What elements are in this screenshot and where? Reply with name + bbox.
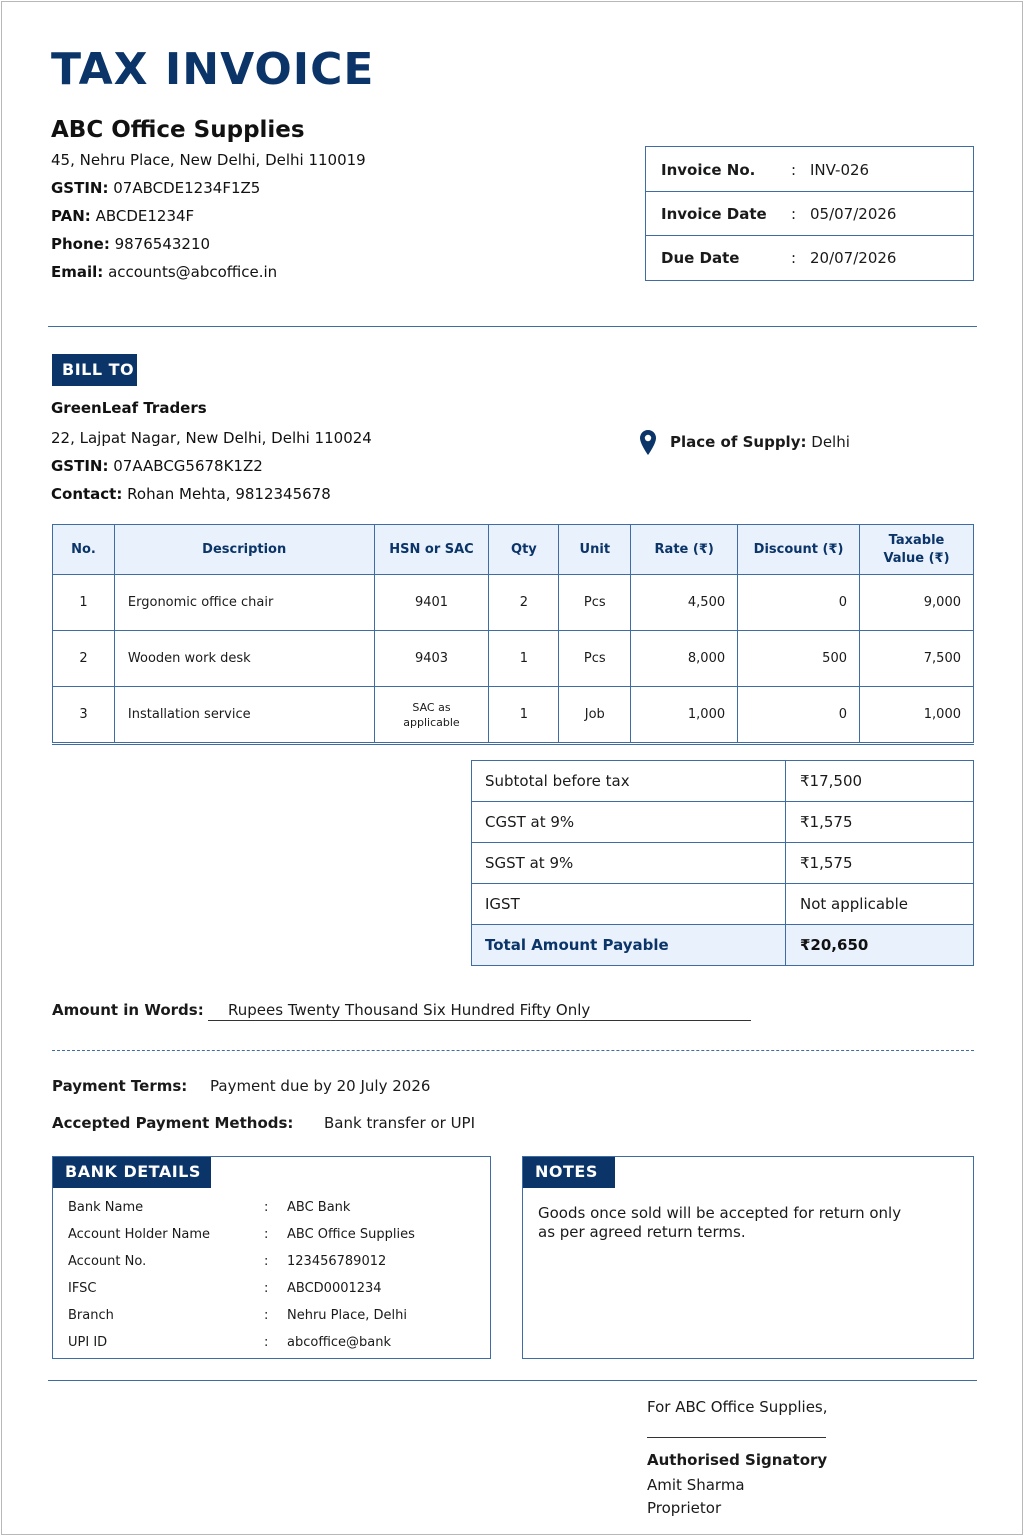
bank-row-colon: : [264,1227,269,1242]
bank-row-value: 123456789012 [287,1254,387,1269]
notes-box [522,1156,974,1359]
cgst-value: ₹1,575 [786,802,974,843]
footer-divider [48,1380,977,1381]
buyer-name: GreenLeaf Traders [51,399,207,417]
seller-address: 45, Nehru Place, New Delhi, Delhi 110019 [51,151,366,169]
buyer-contact [51,485,331,503]
seller-pan-value: ABCDE1234F [95,207,195,225]
seller-gstin-value: 07ABCDE1234F1Z5 [113,179,261,197]
grand-total-value: ₹20,650 [786,925,974,966]
invoice-date-value: 05/07/2026 [810,205,897,223]
grand-total-label: Total Amount Payable [472,925,786,966]
table-bottom-rule [52,744,974,745]
seller-name: ABC Office Supplies [51,117,305,143]
col-header-no: No. [53,525,115,575]
bank-row-value: ABC Bank [287,1200,351,1215]
cell-rate: 1,000 [631,687,738,743]
meta-colon: : [791,205,797,223]
col-header-taxable: Taxable Value (₹) [860,525,974,575]
col-header-discount: Discount (₹) [738,525,860,575]
igst-value: Not applicable [786,884,974,925]
cell-qty: 1 [489,631,559,687]
due-date-row [646,235,973,279]
table-row [53,575,974,631]
place-of-supply-label: Place of Supply: [670,433,807,451]
seller-phone-label: Phone: [51,235,110,253]
notes-heading: NOTES [523,1157,615,1188]
cell-description: Installation service [114,687,374,743]
items-table [52,524,974,743]
bank-row-colon: : [264,1308,269,1323]
bank-row-colon: : [264,1200,269,1215]
bank-row-label: Branch [68,1308,114,1323]
dashed-divider [52,1050,974,1051]
signature-for-line: For ABC Office Supplies, [647,1398,828,1416]
payment-terms-label: Payment Terms: [52,1077,188,1095]
igst-label: IGST [472,884,786,925]
invoice-number-label: Invoice No. [661,161,756,179]
table-header-row [53,525,974,575]
meta-colon: : [791,249,797,267]
cell-hsn: 9401 [374,575,489,631]
buyer-contact-value: Rohan Mehta, 9812345678 [127,485,331,503]
seller-gstin-label: GSTIN: [51,179,109,197]
buyer-gstin [51,457,263,475]
signature-line [647,1437,826,1438]
due-date-label: Due Date [661,249,740,267]
cell-discount: 0 [738,575,860,631]
bank-details-heading: BANK DETAILS [53,1157,211,1188]
meta-colon: : [791,161,797,179]
signatory-label: Authorised Signatory [647,1451,828,1469]
col-header-qty: Qty [489,525,559,575]
bill-to-heading: BILL TO [52,354,137,386]
cell-taxable: 1,000 [860,687,974,743]
totals-table [471,760,974,966]
bank-row-label: IFSC [68,1281,97,1296]
signatory-name: Amit Sharma [647,1476,745,1494]
bank-row-value: abcoffice@bank [287,1335,392,1350]
seller-phone [51,235,210,253]
invoice-meta-box [645,146,974,281]
seller-gstin [51,179,260,197]
buyer-gstin-label: GSTIN: [51,457,109,475]
totals-row [472,761,974,802]
place-of-supply-value: Delhi [811,433,850,451]
cell-no: 1 [53,575,115,631]
section-divider [48,326,977,327]
bank-row-colon: : [264,1335,269,1350]
totals-row [472,884,974,925]
bank-row-value: ABC Office Supplies [287,1227,415,1242]
bank-row-value: Nehru Place, Delhi [287,1308,407,1323]
cell-unit: Job [559,687,631,743]
cgst-label: CGST at 9% [472,802,786,843]
cell-rate: 4,500 [631,575,738,631]
table-row [53,687,974,743]
seller-phone-value: 9876543210 [114,235,211,253]
place-of-supply [670,433,850,451]
seller-pan-label: PAN: [51,207,91,225]
col-header-description: Description [114,525,374,575]
cell-hsn: SAC as applicable [374,687,489,743]
col-header-rate: Rate (₹) [631,525,738,575]
cell-discount: 500 [738,631,860,687]
due-date-value: 20/07/2026 [810,249,897,267]
cell-qty: 1 [489,687,559,743]
subtotal-label: Subtotal before tax [472,761,786,802]
cell-unit: Pcs [559,631,631,687]
bank-row-label: Account No. [68,1254,147,1269]
col-header-hsn: HSN or SAC [374,525,489,575]
invoice-number-row [646,147,973,191]
payment-methods-value: Bank transfer or UPI [324,1114,476,1132]
cell-no: 3 [53,687,115,743]
col-header-unit: Unit [559,525,631,575]
invoice-date-label: Invoice Date [661,205,767,223]
bank-row-label: UPI ID [68,1335,108,1350]
cell-description: Ergonomic office chair [114,575,374,631]
bank-row-colon: : [264,1254,269,1269]
cell-discount: 0 [738,687,860,743]
sgst-label: SGST at 9% [472,843,786,884]
payment-methods-label: Accepted Payment Methods: [52,1114,294,1132]
buyer-address: 22, Lajpat Nagar, New Delhi, Delhi 110024 [51,429,372,447]
bank-row-value: ABCD0001234 [287,1281,382,1296]
invoice-date-row [646,191,973,235]
cell-no: 2 [53,631,115,687]
cell-unit: Pcs [559,575,631,631]
totals-row [472,843,974,884]
notes-line-1: Goods once sold will be accepted for return only [538,1204,902,1222]
bank-row-colon: : [264,1281,269,1296]
invoice-number-value: INV-026 [810,161,870,179]
seller-email-value: accounts@abcoffice.in [108,263,278,281]
totals-row [472,802,974,843]
cell-taxable: 7,500 [860,631,974,687]
signatory-designation: Proprietor [647,1499,722,1517]
subtotal-value: ₹17,500 [786,761,974,802]
bank-details-box [52,1156,491,1359]
document-title: TAX INVOICE [51,44,375,95]
seller-email [51,263,277,281]
seller-email-label: Email: [51,263,104,281]
sgst-value: ₹1,575 [786,843,974,884]
cell-rate: 8,000 [631,631,738,687]
bank-row-label: Account Holder Name [68,1227,211,1242]
amount-in-words-value: Rupees Twenty Thousand Six Hundred Fifty Only [228,1001,591,1019]
cell-hsn: 9403 [374,631,489,687]
table-row [53,631,974,687]
payment-terms-value: Payment due by 20 July 2026 [210,1077,431,1095]
amount-underline [208,1020,751,1021]
buyer-contact-label: Contact: [51,485,123,503]
amount-in-words-label: Amount in Words: [52,1001,204,1019]
grand-total-row [472,925,974,966]
location-pin-icon [638,429,658,461]
bank-row-label: Bank Name [68,1200,144,1215]
cell-taxable: 9,000 [860,575,974,631]
notes-line-2: as per agreed return terms. [538,1223,746,1241]
cell-description: Wooden work desk [114,631,374,687]
buyer-gstin-value: 07AABCG5678K1Z2 [113,457,263,475]
seller-pan [51,207,194,225]
cell-qty: 2 [489,575,559,631]
